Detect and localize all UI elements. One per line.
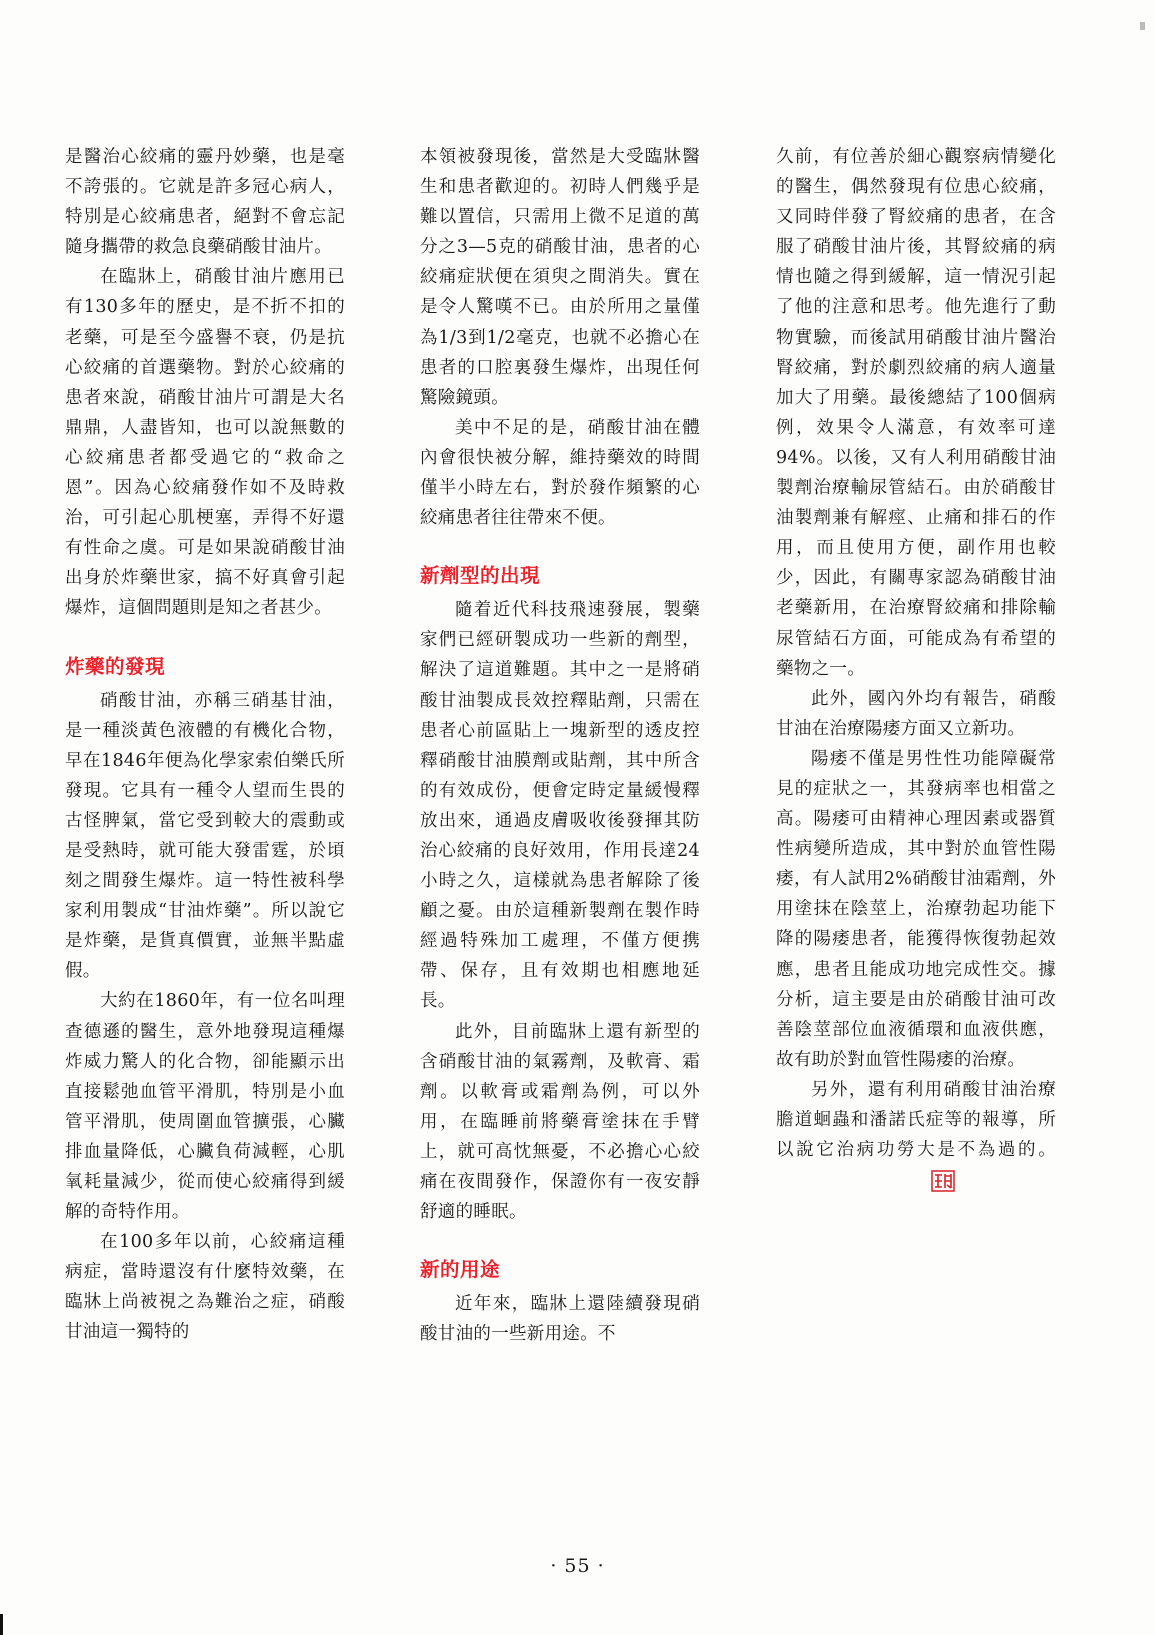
paragraph-final <box>776 1075 1056 1195</box>
scan-speck <box>1140 22 1145 30</box>
paragraph: 此外，目前臨牀上還有新型的含硝酸甘油的氣霧劑，及軟膏、霜劑。以軟膏或霜劑為例，可以外用，在臨睡前將藥膏塗抹在手臂上，就可高忱無憂，不必擔心心絞痛在夜間發作，保證你有一夜安靜舒適的睡眠。 <box>420 1021 700 1223</box>
paragraph-final-text: 另外，還有利用硝酸甘油治療膽道蛔蟲和潘諾氏症等的報導，所以說它治病功勞大是不為過的。 <box>776 1079 1056 1161</box>
paragraph: 硝酸甘油，亦稱三硝基甘油，是一種淡黃色液體的有機化合物，早在1846年便為化學家索伯樂氏所發現。它具有一種令人望而生畏的古怪脾氣，當它受到較大的震動或是受熱時，就可能大發雷霆，於頃刻之間發生爆炸。這一特性被科學家利用製成“甘油炸藥”。所以說它是炸藥，是貨真價實，並無半點虛假。 <box>65 690 345 982</box>
paragraph: 美中不足的是，硝酸甘油在體內會很快被分解，維持藥效的時間僅半小時左右，對於發作頻繁的心絞痛患者往往帶來不便。 <box>420 417 700 529</box>
paragraph: 隨着近代科技飛速發展，製藥家們已經研製成功一些新的劑型，解決了這道難題。其中之一是將硝酸甘油製成長效控釋貼劑，只需在患者心前區貼上一塊新型的透皮控釋硝酸甘油膜劑或貼劑，其中所含的有效成份，便會定時定量緩慢釋放出來，通過皮膚吸收後發揮其防治心絞痛的良好效用，作用長達24小時之久，這樣就為患者解除了後顧之憂。由於這種新製劑在製作時經過特殊加工處理，不僅方便携帶、保存，且有效期也相應地延長。 <box>420 600 700 1012</box>
text-column-1 <box>65 142 345 1348</box>
article-end-seal-icon <box>896 1170 920 1192</box>
paragraph: 大約在1860年，有一位名叫理查德遜的醫生，意外地發現這種爆炸威力驚人的化合物，卻能顯示出直接鬆弛血管平滑肌，特別是小血管平滑肌，使周圍血管擴張，心臟排血量降低，心臟負荷減輕，心肌氧耗量減少，從而使心絞痛得到緩解的奇特作用。 <box>65 991 345 1223</box>
section-heading-new-dosage-form: 新劑型的出現 <box>420 564 541 588</box>
section-heading-new-uses: 新的用途 <box>420 1258 501 1282</box>
paragraph: 在100多年以前，心絞痛這種病症，當時還沒有什麼特效藥，在臨牀上尚被視之為難治之症，硝酸甘油這一獨特的 <box>65 1232 345 1343</box>
page-number: · 55 · <box>550 1555 605 1577</box>
paragraph: 在臨牀上，硝酸甘油片應用已有130多年的歷史，是不折不扣的老藥，可是至今盛譽不衰，仍是抗心絞痛的首選藥物。對於心絞痛的患者來說，硝酸甘油片可謂是大名鼎鼎，人盡皆知，也可以說無數的心絞痛患者都受過它的“救命之恩”。因為心絞痛發作如不及時救治，可引起心肌梗塞，弄得不好還有性命之虞。可是如果說硝酸甘油出身於炸藥世家，搞不好真會引起爆炸，這個問題則是知之者甚少。 <box>65 267 345 619</box>
section-heading-explosive-discovery: 炸藥的發現 <box>65 654 166 678</box>
paragraph: 此外，國內外均有報告，硝酸甘油在治療陽痿方面又立新功。 <box>776 688 1056 739</box>
text-column-3 <box>776 142 1056 1195</box>
paragraph: 久前，有位善於細心觀察病情變化的醫生，偶然發現有位患心絞痛，又同時伴發了腎絞痛的患者，在含服了硝酸甘油片後，其腎絞痛的病情也隨之得到緩解，這一情況引起了他的注意和思考。他先進行了動物實驗，而後試用硝酸甘油片醫治腎絞痛，對於劇烈絞痛的病人適量加大了用藥。最後總結了100個病例，效果令人滿意，有效率可達94%。以後，又有人利用硝酸甘油製劑治療輸尿管結石。由於硝酸甘油製劑兼有解痙、止痛和排石的作用，而且使用方便，副作用也較少，因此，有關專家認為硝酸甘油老藥新用，在治療腎絞痛和排除輸尿管結石方面，可能成為有希望的藥物之一。 <box>776 147 1056 679</box>
paragraph: 陽痿不僅是男性性功能障礙常見的症狀之一，其發病率也相當之高。陽痿可由精神心理因素或器質性病變所造成，其中對於血管性陽痿，有人試用2%硝酸甘油霜劑，外用塗抹在陰莖上，治療勃起功能下降的陽痿患者，能獲得恢復勃起效應，患者且能成功地完成性交。據分析，這主要是由於硝酸甘油可改善陰莖部位血液循環和血液供應，故有助於對血管性陽痿的治療。 <box>776 748 1056 1070</box>
paragraph: 近年來，臨牀上還陸續發現硝酸甘油的一些新用途。不 <box>420 1294 700 1345</box>
paragraph: 本領被發現後，當然是大受臨牀醫生和患者歡迎的。初時人們幾乎是難以置信，只需用上微不足道的萬分之3—5克的硝酸甘油，患者的心絞痛症狀便在須臾之間消失。實在是令人驚嘆不已。由於所用之量僅為1/3到1/2毫克，也就不必擔心在患者的口腔裏發生爆炸，出現任何驚險鏡頭。 <box>420 147 700 408</box>
paragraph: 是醫治心絞痛的靈丹妙藥，也是毫不誇張的。它就是許多冠心病人，特別是心絞痛患者，絕對不會忘記隨身攜帶的救急良藥硝酸甘油片。 <box>65 147 345 258</box>
scan-edge-mark <box>0 1614 3 1635</box>
text-column-2 <box>420 142 700 1349</box>
